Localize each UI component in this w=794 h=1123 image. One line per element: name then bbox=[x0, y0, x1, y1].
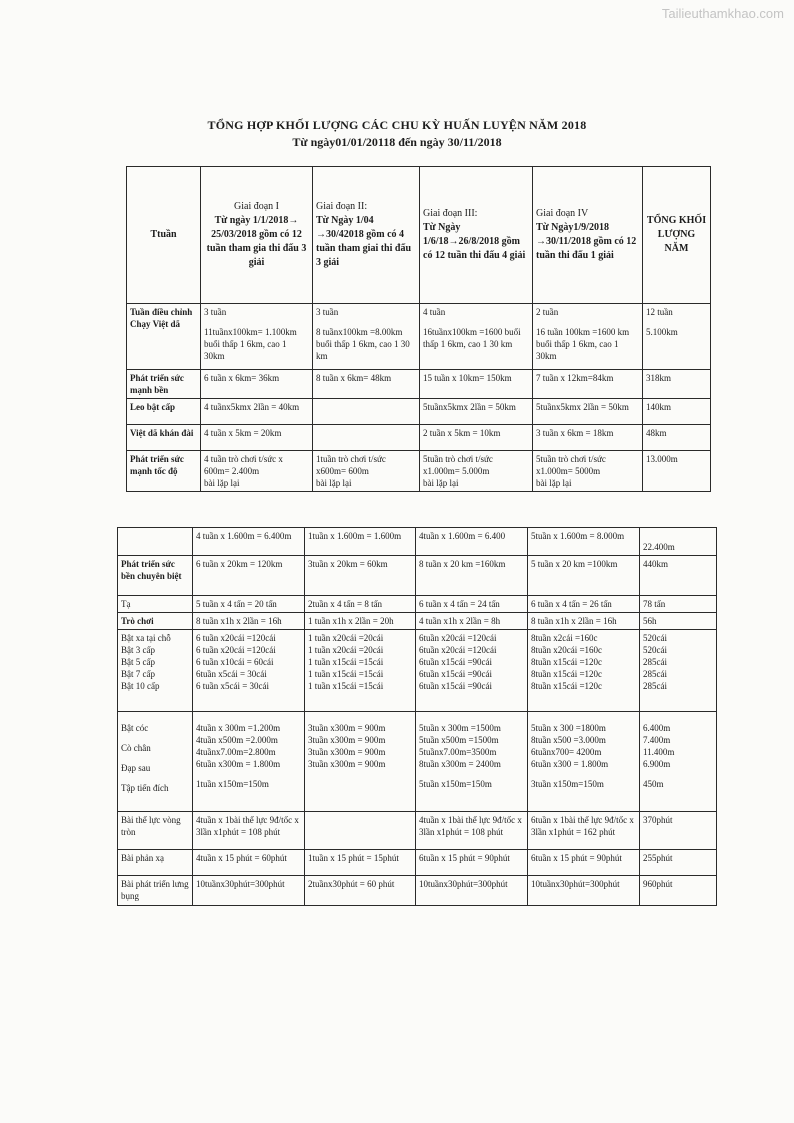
table-cell-total: 13.000m bbox=[643, 451, 711, 492]
header-row bbox=[127, 167, 711, 304]
table-cell: 10tuầnx30phút=300phút bbox=[193, 876, 305, 906]
table-row bbox=[118, 712, 717, 812]
header-phase-2: Giai đoạn II: Từ Ngày 1/04 →30/42018 gồm có 4 tuần tham giai thi đấu 3 giải bbox=[313, 167, 420, 304]
table-cell: 8tuần x2cái =160c 8tuần x20cái =160c 8tuần x15cái =120c 8tuần x15cái =120c 8tuần x15cái =120c bbox=[528, 630, 640, 712]
table-cell-total: 370phút bbox=[640, 812, 717, 850]
table-cell: 8 tuần x1h x 2lần = 16h bbox=[193, 613, 305, 630]
table-cell bbox=[313, 425, 420, 451]
table-cell: 1tuần x 15 phút = 15phút bbox=[305, 850, 416, 876]
table-cell: 1 tuần x1h x 2lần = 20h bbox=[305, 613, 416, 630]
table-row bbox=[118, 528, 717, 556]
table-cell-total: 6.400m 7.400m 11.400m 6.900m 450m bbox=[640, 712, 717, 812]
table-cell: 5tuần x 300m =1500m 5tuần x500m =1500m 5tuầnx7.00m=3500m 8tuần x300m = 2400m 5tuần x150m=150m bbox=[416, 712, 528, 812]
table-row bbox=[118, 850, 717, 876]
table-cell: 5 tuần x 4 tấn = 20 tấn bbox=[193, 596, 305, 613]
document-title: TỔNG HỢP KHỐI LƯỢNG CÁC CHU KỲ HUẤN LUYỆN NĂM 2018 bbox=[207, 118, 587, 132]
row-label: Bài phản xạ bbox=[118, 850, 193, 876]
table-cell: 5tuần x 1.600m = 8.000m bbox=[528, 528, 640, 556]
table-cell: 2tuần x 4 tấn = 8 tấn bbox=[305, 596, 416, 613]
table-cell: 7 tuần x 12km=84km bbox=[533, 370, 643, 399]
table-cell-total: 318km bbox=[643, 370, 711, 399]
table-cell: 4tuần x 15 phút = 60phút bbox=[193, 850, 305, 876]
table-cell: 8 tuần x 20 km =160km bbox=[416, 556, 528, 596]
table-cell: 5tuầnx5kmx 2lần = 50km bbox=[420, 399, 533, 425]
table-cell: 1tuần x 1.600m = 1.600m bbox=[305, 528, 416, 556]
table-row bbox=[127, 425, 711, 451]
row-label: Việt dã khán đài bbox=[127, 425, 201, 451]
table-cell: 6tuần x 1bài thể lực 9đ/tốc x 3lần x1phút = 162 phút bbox=[528, 812, 640, 850]
table-cell: 5 tuần x 20 km =100km bbox=[528, 556, 640, 596]
table-cell: 1 tuần x20cái =20cái 1 tuần x20cái =20cái 1 tuần x15cái =15cái 1 tuần x15cái =15cái 1 tuần x15cái =15cái bbox=[305, 630, 416, 712]
table-cell: 4tuần x 1bài thể lực 9đ/tốc x 3lần x1phút = 108 phút bbox=[193, 812, 305, 850]
table-cell: 6tuần x 15 phút = 90phút bbox=[528, 850, 640, 876]
table-cell: 3 tuần 8 tuầnx100km =8.00km buổi thấp 1 6km, cao 1 30 km bbox=[313, 304, 420, 370]
table-cell: 5tuần trò chơi t/sức x1.000m= 5000m bài lặp lại bbox=[533, 451, 643, 492]
table-row bbox=[127, 399, 711, 425]
header-tuan: Ttuần bbox=[127, 167, 201, 304]
table-cell: 4 tuần x1h x 2lần = 8h bbox=[416, 613, 528, 630]
row-label: Trò chơi bbox=[118, 613, 193, 630]
header-phase-1: Giai đoạn I Từ ngày 1/1/2018→ 25/03/2018 gồm có 12 tuần tham gia thi đấu 3 giải bbox=[201, 167, 313, 304]
document-subtitle: Từ ngày01/01/20118 đến ngày 30/11/2018 bbox=[292, 135, 502, 149]
table-cell: 4tuần x 1.600m = 6.400 bbox=[416, 528, 528, 556]
table-cell: 10tuầnx30phút=300phút bbox=[416, 876, 528, 906]
table-cell: 1tuần trò chơi t/sức x600m= 600m bài lặp lại bbox=[313, 451, 420, 492]
row-label: Bài thể lực vòng tròn bbox=[118, 812, 193, 850]
table-cell-total: 140km bbox=[643, 399, 711, 425]
table-cell: 10tuầnx30phút=300phút bbox=[528, 876, 640, 906]
table-cell: 6tuần x 15 phút = 90phút bbox=[416, 850, 528, 876]
row-label: Tạ bbox=[118, 596, 193, 613]
watermark: Tailieuthamkhao.com bbox=[661, 6, 784, 21]
row-label: Phát triển sức mạnh bền bbox=[127, 370, 201, 399]
table-cell-total: 12 tuần 5.100km bbox=[643, 304, 711, 370]
table-cell-total: 78 tấn bbox=[640, 596, 717, 613]
table-cell: 4 tuần x 1.600m = 6.400m bbox=[193, 528, 305, 556]
table-cell-total: 56h bbox=[640, 613, 717, 630]
table-cell: 6 tuần x 4 tấn = 26 tấn bbox=[528, 596, 640, 613]
row-label: Leo bật cấp bbox=[127, 399, 201, 425]
table-cell: 2 tuần 16 tuần 100km =1600 km buổi thấp 1 6km, cao 1 30km bbox=[533, 304, 643, 370]
table-cell: 6 tuần x 6km= 36km bbox=[201, 370, 313, 399]
row-label: Bật cóc Cò chân Đạp sau Tập tiến đích bbox=[118, 712, 193, 812]
table-row bbox=[118, 613, 717, 630]
row-label: Tuần điều chỉnh Chạy Việt dã bbox=[127, 304, 201, 370]
table-cell: 4tuần x 300m =1.200m 4tuần x500m =2.000m 4tuầnx7.00m=2.800m 6tuần x300m = 1.800m 1tuần x150m=150m bbox=[193, 712, 305, 812]
table-cell: 4 tuần 16tuầnx100km =1600 buổi thấp 1 6km, cao 1 30 km bbox=[420, 304, 533, 370]
training-table-1 bbox=[126, 166, 711, 492]
table-row bbox=[127, 370, 711, 399]
table-cell: 8 tuần x1h x 2lần = 16h bbox=[528, 613, 640, 630]
table-row bbox=[118, 630, 717, 712]
table-row bbox=[118, 812, 717, 850]
table-row bbox=[118, 596, 717, 613]
table-cell: 3 tuần 11tuầnx100km= 1.100km buổi thấp 1 6km, cao 1 30km bbox=[201, 304, 313, 370]
table-cell: 5tuần trò chơi t/sức x1.000m= 5.000m bài lặp lại bbox=[420, 451, 533, 492]
table-cell: 3 tuần x 6km = 18km bbox=[533, 425, 643, 451]
row-label: Phát triển sức mạnh tốc độ bbox=[127, 451, 201, 492]
table-cell bbox=[305, 812, 416, 850]
table-cell-total: 960phút bbox=[640, 876, 717, 906]
training-table-2 bbox=[117, 527, 717, 906]
table-row bbox=[127, 451, 711, 492]
table-cell-total: 520cái 520cái 285cái 285cái 285cái bbox=[640, 630, 717, 712]
table-cell-total: 48km bbox=[643, 425, 711, 451]
header-phase-4: Giai đoạn IV Từ Ngày1/9/2018 →30/11/2018 gồm có 12 tuần thi đấu 1 giải bbox=[533, 167, 643, 304]
table-cell: 6 tuần x 20km = 120km bbox=[193, 556, 305, 596]
row-label: Phát triển sức bền chuyên biệt bbox=[118, 556, 193, 596]
table-cell: 6 tuần x 4 tấn = 24 tấn bbox=[416, 596, 528, 613]
table-row bbox=[127, 304, 711, 370]
table-cell: 5tuầnx5kmx 2lần = 50km bbox=[533, 399, 643, 425]
table-cell: 2tuầnx30phút = 60 phút bbox=[305, 876, 416, 906]
table-cell: 6tuần x20cái =120cái 6tuần x20cái =120cái 6tuần x15cái =90cái 6tuần x15cái =90cái 6tuần x15cái =90cái bbox=[416, 630, 528, 712]
row-label: Bật xa tại chỗ Bật 3 cấp Bật 5 cấp Bật 7 cấp Bật 10 cấp bbox=[118, 630, 193, 712]
header-total: TỔNG KHỐI LƯỢNG NĂM bbox=[643, 167, 711, 304]
title-block bbox=[0, 118, 794, 150]
table-cell: 3tuần x300m = 900m 3tuần x300m = 900m 3tuần x300m = 900m 3tuần x300m = 900m bbox=[305, 712, 416, 812]
table-cell-total: 255phút bbox=[640, 850, 717, 876]
table-cell bbox=[313, 399, 420, 425]
row-label: Bài phát triển lưng bụng bbox=[118, 876, 193, 906]
table-cell: 6 tuần x20cái =120cái 6 tuần x20cái =120cái 6 tuần x10cái = 60cái 6tuần x5cái = 30cái 6 tuần x5cái = 30cái bbox=[193, 630, 305, 712]
table-cell: 4tuần x 1bài thể lực 9đ/tốc x 3lần x1phút = 108 phút bbox=[416, 812, 528, 850]
table-cell: 4 tuần x 5km = 20km bbox=[201, 425, 313, 451]
table-cell-total: 22.400m bbox=[640, 528, 717, 556]
table-row bbox=[118, 876, 717, 906]
table-row bbox=[118, 556, 717, 596]
table-cell: 2 tuần x 5km = 10km bbox=[420, 425, 533, 451]
table-cell: 5tuần x 300 =1800m 8tuần x500 =3.000m 6tuầnx700= 4200m 6tuần x300 = 1.800m 3tuần x150m=150m bbox=[528, 712, 640, 812]
table-cell: 4 tuần trò chơi t/sức x 600m= 2.400m bài lặp lại bbox=[201, 451, 313, 492]
table-cell: 3tuần x 20km = 60km bbox=[305, 556, 416, 596]
table-cell: 4 tuầnx5kmx 2lần = 40km bbox=[201, 399, 313, 425]
table-cell-total: 440km bbox=[640, 556, 717, 596]
row-label bbox=[118, 528, 193, 556]
header-phase-3: Giai đoạn III: Từ Ngày 1/6/18→26/8/2018 gồm có 12 tuần thi đấu 4 giải bbox=[420, 167, 533, 304]
table-cell: 15 tuần x 10km= 150km bbox=[420, 370, 533, 399]
table-cell: 8 tuần x 6km= 48km bbox=[313, 370, 420, 399]
